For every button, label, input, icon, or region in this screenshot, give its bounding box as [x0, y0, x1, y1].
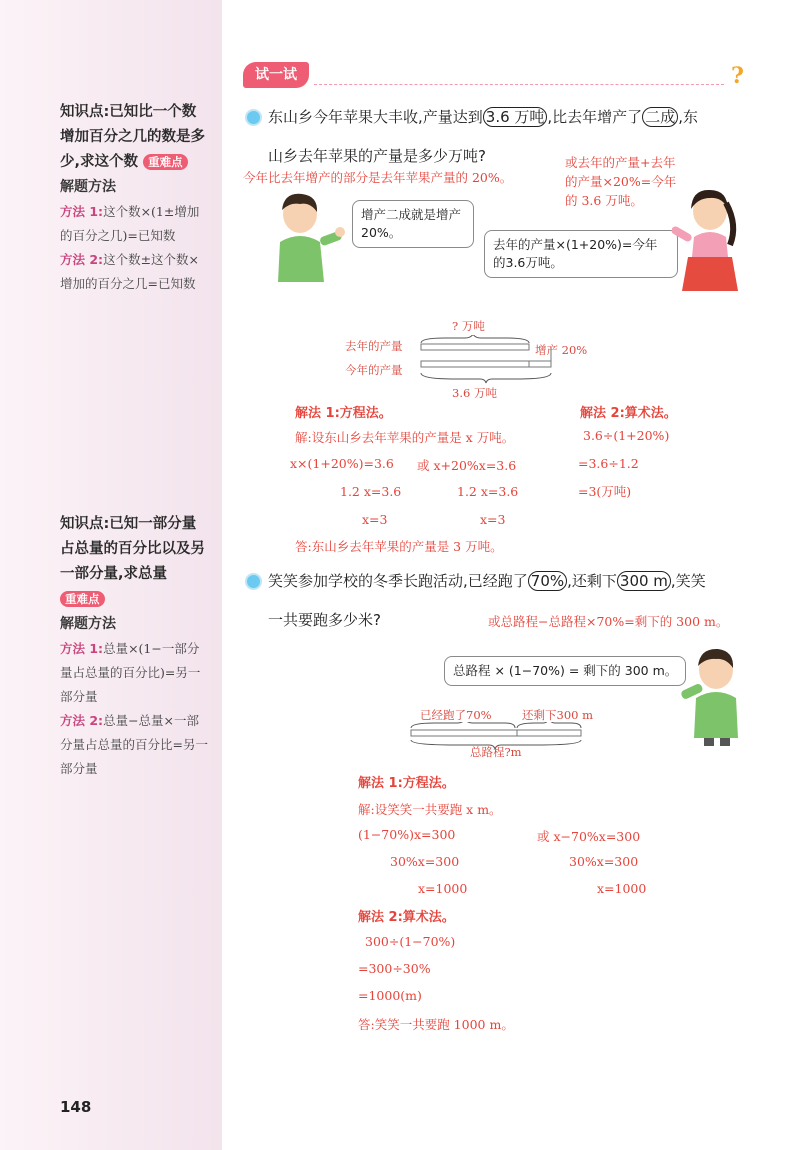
p2-solution-2-line-1: 300÷(1−70%)	[365, 934, 456, 949]
p1-note-right-line-1: 或去年的产量+去年	[565, 155, 676, 170]
p1-note-right	[565, 153, 676, 210]
p1-solution-1-title: 解法 1:方程法。	[295, 406, 392, 421]
p2-solution-1-alt-line-2: 30%x=300	[569, 854, 639, 869]
p1-q-text-b: ,比去年增产了	[547, 108, 643, 126]
p2-solution-1-line-1: (1−70%)x=300	[358, 827, 456, 842]
p1-solution-2-line-2: =3.6÷1.2	[578, 456, 639, 471]
p1-solution-1-alt-line-1: 或 x+20%x=3.6	[417, 458, 517, 473]
p1-q-text-a: 东山乡今年苹果大丰收,产量达到	[268, 108, 483, 126]
p1-q-circled-rate: 二成	[642, 107, 678, 127]
kp2-method-1-text: 总量×(1−一部分量占总量的百分比)=另一部分量	[60, 641, 201, 704]
kp2-method-2	[60, 709, 210, 781]
boy-character-icon-2	[680, 646, 750, 748]
p1-answer: 答:东山乡去年苹果的产量是 3 万吨。	[295, 539, 503, 554]
kp1-method-2-label: 方法 2:	[60, 252, 104, 267]
kp2-title	[60, 512, 210, 612]
p1-diagram-bottom-label: 3.6 万吨	[452, 386, 497, 400]
knowledge-point-1	[60, 100, 210, 296]
p1-diagram-increase-label: 增产 20%	[535, 343, 588, 357]
p2-diagram-bottom-label: 总路程?m	[470, 745, 522, 759]
kp1-title-text: 知识点:已知比一个数增加百分之几的数是多少,求这个数	[60, 104, 205, 170]
p1-boy-speech-bubble: 增产二成就是增产 20%。	[352, 200, 474, 248]
page-number: 148	[60, 1098, 92, 1116]
problem-1-bullet-icon	[245, 109, 262, 126]
p1-q-text-c: ,东	[678, 108, 698, 126]
p2-solution-1-title: 解法 1:方程法。	[358, 776, 455, 791]
kp2-method-2-label: 方法 2:	[60, 713, 104, 728]
p1-note-left: 今年比去年增产的部分是去年苹果产量的 20%。	[243, 170, 513, 185]
p2-q-text-a: 笑笑参加学校的冬季长跑活动,已经跑了	[268, 572, 528, 590]
boy-character-icon	[270, 192, 345, 282]
p2-solution-1-setup: 解:设笑笑一共要跑 x m。	[358, 802, 502, 817]
p1-diagram-row-1-label: 去年的产量	[345, 339, 403, 353]
p1-solution-1-alt-line-2: 1.2 x=3.6	[457, 484, 519, 499]
p2-q-circled-percent: 70%	[528, 571, 567, 591]
p2-note: 或总路程−总路程×70%=剩下的 300 m。	[488, 614, 729, 629]
p1-diagram-top-label: ? 万吨	[452, 319, 485, 333]
p1-girl-speech-bubble: 去年的产量×(1+20%)=今年的3.6万吨。	[484, 230, 678, 278]
problem-2-question-line-1	[268, 571, 706, 591]
kp1-method-2	[60, 248, 210, 296]
kp1-method-1	[60, 200, 210, 248]
kp2-methods-heading: 解题方法	[60, 616, 116, 632]
p1-q-circled-amount: 3.6 万吨	[483, 107, 548, 127]
p2-answer: 答:笑笑一共要跑 1000 m。	[358, 1017, 514, 1032]
p2-q-text-c: ,笑笑	[670, 572, 706, 590]
p1-solution-2-title: 解法 2:算术法。	[580, 406, 677, 421]
p2-q-text-b: ,还剩下	[567, 572, 617, 590]
girl-character-icon	[672, 185, 742, 297]
p2-solution-2-title: 解法 2:算术法。	[358, 910, 455, 925]
p1-solution-2-line-3: =3(万吨)	[578, 484, 632, 499]
problem-1-question-line-2: 山乡去年苹果的产量是多少万吨?	[268, 147, 486, 165]
kp1-method-1-label: 方法 1:	[60, 204, 104, 219]
kp2-method-1	[60, 637, 210, 709]
kp1-title	[60, 100, 210, 175]
p1-solution-2-line-1: 3.6÷(1+20%)	[583, 428, 670, 443]
p1-solution-1-alt-line-3: x=3	[480, 512, 506, 527]
problem-1-question-line-1	[268, 107, 698, 127]
header-divider	[314, 84, 724, 85]
p2-solution-1-alt-line-3: x=1000	[597, 881, 647, 896]
section-tag: 试一试	[243, 62, 309, 88]
kp1-method-1-text: 这个数×(1±增加的百分之几)=已知数	[60, 204, 200, 243]
p2-diagram-left-label: 已经跑了70%	[420, 708, 492, 722]
p2-q-circled-distance: 300 m	[617, 571, 671, 591]
knowledge-point-2	[60, 512, 210, 781]
p1-note-right-line-3: 的 3.6 万吨。	[565, 193, 643, 208]
kp1-method-2-text: 这个数±这个数×增加的百分之几=已知数	[60, 252, 200, 291]
p2-solution-1-alt-line-1: 或 x−70%x=300	[537, 829, 641, 844]
p1-note-right-line-2: 的产量×20%=今年	[565, 174, 677, 189]
p1-solution-1-line-3: x=3	[362, 512, 388, 527]
p2-solution-1-line-3: x=1000	[418, 881, 468, 896]
p1-solution-1-line-1: x×(1+20%)=3.6	[290, 456, 394, 471]
question-mark-icon: ?	[731, 63, 744, 89]
kp1-difficulty-badge: 重难点	[143, 154, 188, 170]
p2-solution-1-line-2: 30%x=300	[390, 854, 460, 869]
problem-2-question-line-2: 一共要跑多少米?	[268, 611, 381, 629]
kp1-methods-heading: 解题方法	[60, 179, 116, 195]
p1-diagram-row-2-label: 今年的产量	[345, 363, 403, 377]
problem-2-bullet-icon	[245, 573, 262, 590]
kp2-method-2-text: 总量−总量×一部分量占总量的百分比=另一部分量	[60, 713, 208, 776]
p2-boy-speech-bubble: 总路程 × (1−70%) = 剩下的 300 m。	[444, 656, 686, 686]
p2-solution-2-line-3: =1000(m)	[358, 988, 422, 1003]
p2-solution-2-line-2: =300÷30%	[358, 961, 431, 976]
p1-solution-1-setup: 解:设东山乡去年苹果的产量是 x 万吨。	[295, 430, 515, 445]
kp2-title-text: 知识点:已知一部分量占总量的百分比以及另一部分量,求总量	[60, 516, 205, 582]
kp2-difficulty-badge: 重难点	[60, 591, 105, 607]
p1-solution-1-line-2: 1.2 x=3.6	[340, 484, 402, 499]
kp2-method-1-label: 方法 1:	[60, 641, 104, 656]
p2-diagram-right-label: 还剩下300 m	[522, 708, 594, 722]
